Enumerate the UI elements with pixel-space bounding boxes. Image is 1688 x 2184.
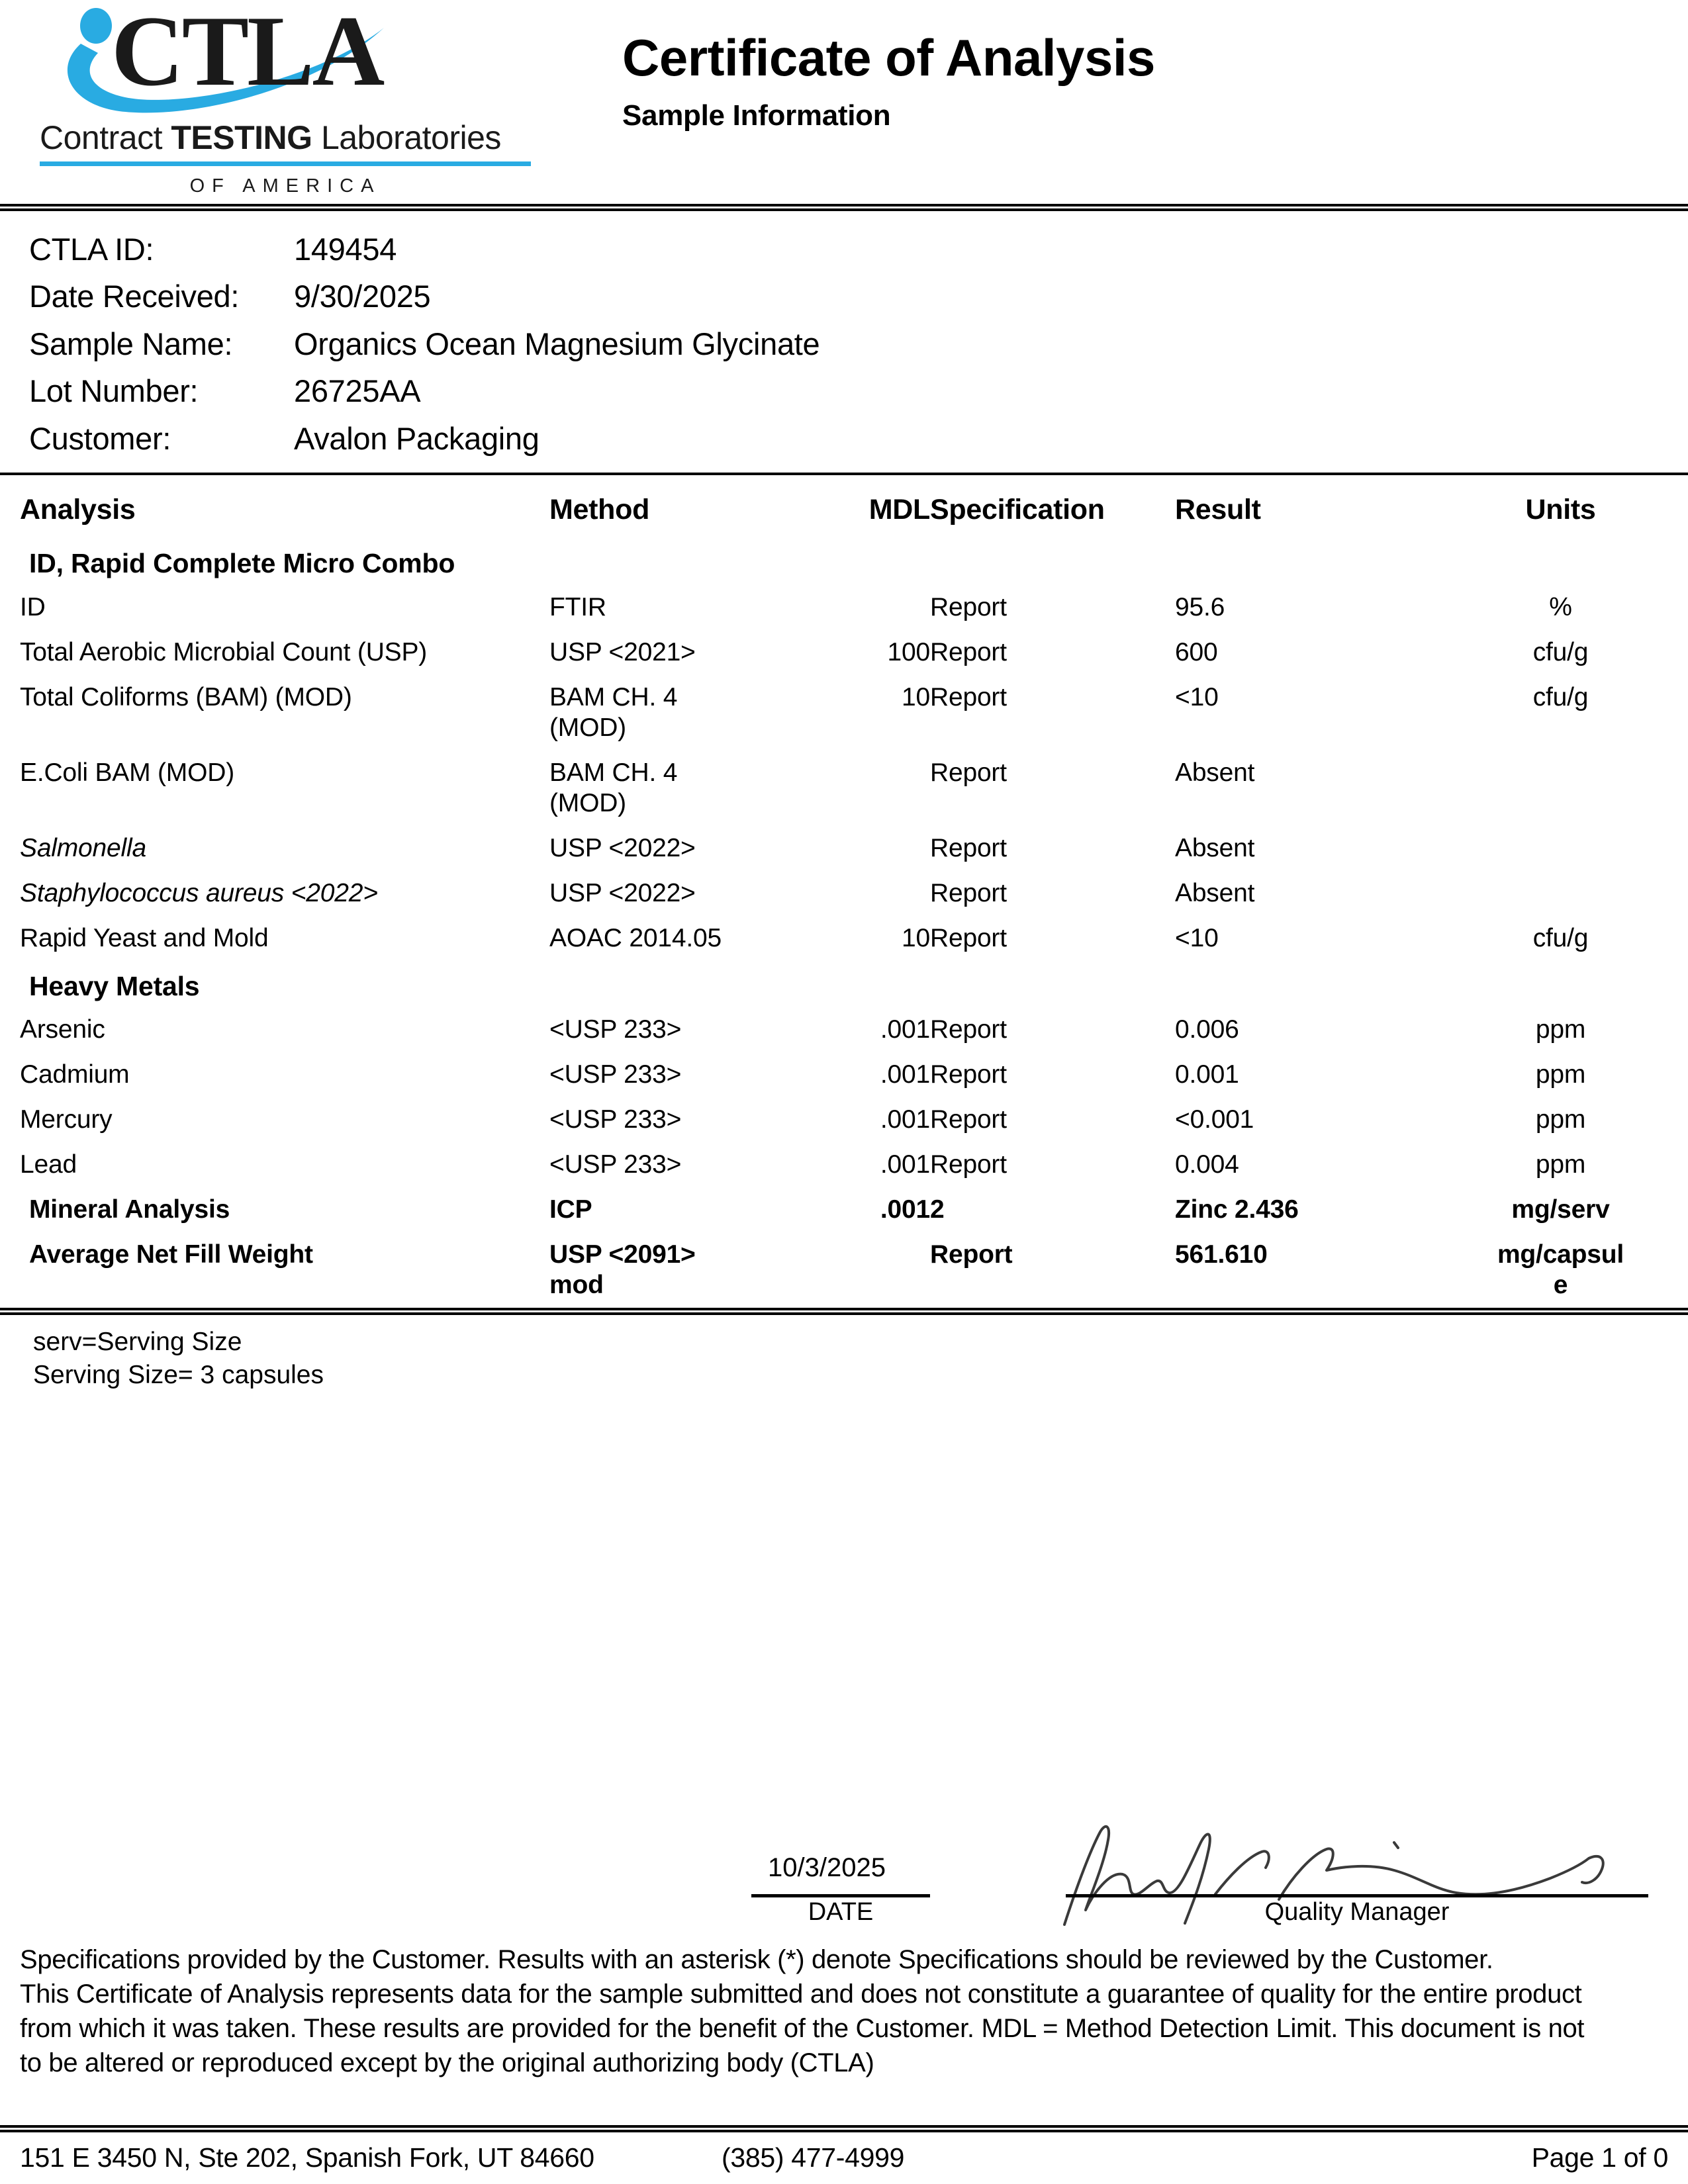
cell-result: 0.001 <box>1175 1060 1239 1089</box>
sample-info-value: Organics Ocean Magnesium Glycinate <box>294 326 820 361</box>
table-row <box>20 1097 1668 1142</box>
cell-mdl <box>794 871 930 916</box>
section-label: Heavy Metals <box>29 970 200 1001</box>
sample-info-label: Sample Name: <box>29 326 233 361</box>
cell-specification: Report <box>930 637 1007 666</box>
cell-mdl <box>794 751 930 826</box>
cell-mdl: .001 <box>880 1060 930 1089</box>
disclaimer-line-4: to be altered or reproduced except by the original authorizing body (CTLA) <box>20 2048 874 2077</box>
footer-page-number: Page 1 of 0 <box>1531 2142 1668 2173</box>
cell-units: ppm <box>1535 1105 1586 1134</box>
column-header-specification: Specification <box>930 494 1105 526</box>
sample-info-row <box>29 273 1668 320</box>
cell-specification: 2 <box>930 1195 945 1224</box>
cell-specification: Report <box>930 1015 1007 1044</box>
table-row <box>20 751 1668 826</box>
footer-address: 151 E 3450 N, Ste 202, Spanish Fork, UT 84660 <box>20 2142 594 2173</box>
cell-units: ppm <box>1535 1060 1586 1089</box>
cell-mdl <box>794 826 930 871</box>
cell-units: mg/serv <box>1511 1195 1610 1224</box>
table-row <box>20 916 1668 961</box>
cell-specification: Report <box>930 682 1007 711</box>
cell-units <box>1453 826 1668 871</box>
cell-units <box>1453 751 1668 826</box>
cell-method: <USP 233> <box>549 1105 682 1134</box>
column-header-analysis: Analysis <box>20 494 136 526</box>
cell-result: 561.610 <box>1175 1240 1268 1269</box>
cell-analysis: Arsenic <box>20 1015 105 1044</box>
sample-info-row <box>29 367 1668 414</box>
cell-analysis: Staphylococcus aureus <2022> <box>20 878 378 907</box>
table-row <box>20 1232 1668 1308</box>
cell-analysis: Lead <box>20 1150 77 1179</box>
cell-specification: Report <box>930 923 1007 952</box>
disclaimer-line-3: from which it was taken. These results are provided for the benefit of the Customer. MDL = Method Detection Limit. This document is not <box>20 2014 1585 2043</box>
cell-specification: Report <box>930 1150 1007 1179</box>
cell-method: FTIR <box>549 592 606 621</box>
cell-specification: Report <box>930 758 1007 787</box>
cell-method: USP <2021> <box>549 637 696 666</box>
tagline-pre: Contract <box>40 119 171 156</box>
title-block <box>543 5 1668 132</box>
table-row <box>20 1142 1668 1187</box>
table-row <box>20 675 1668 751</box>
signature-title-caption: Quality Manager <box>1264 1898 1450 1926</box>
cell-result: 95.6 <box>1175 592 1225 621</box>
cell-analysis: ID <box>20 592 46 621</box>
ctla-logo-mark <box>40 5 503 121</box>
column-header-result: Result <box>1175 494 1261 526</box>
cell-result: <10 <box>1175 682 1219 711</box>
page-footer <box>20 2142 1668 2173</box>
cell-specification: Report <box>930 1105 1007 1134</box>
table-bottom-divider <box>0 1308 1688 1315</box>
cell-result: 0.004 <box>1175 1150 1239 1179</box>
cell-result: Absent <box>1175 758 1255 787</box>
sample-info-value: 26725AA <box>294 373 421 409</box>
cell-result: <10 <box>1175 923 1219 952</box>
cell-result: Absent <box>1175 878 1255 907</box>
cell-mdl: .001 <box>880 1015 930 1044</box>
column-header-units: Units <box>1525 494 1596 526</box>
table-section-row <box>20 961 1668 1007</box>
cell-units: ppm <box>1535 1150 1586 1179</box>
cell-method: <USP 233> <box>549 1150 682 1179</box>
cell-units: cfu/g <box>1532 682 1589 711</box>
sample-info-value: 149454 <box>294 232 397 267</box>
table-row <box>20 630 1668 675</box>
company-country: OF AMERICA <box>189 175 381 197</box>
cell-mdl: 10 <box>902 923 930 952</box>
section-label: ID, Rapid Complete Micro Combo <box>29 548 455 579</box>
disclaimer-line-1: Specifications provided by the Customer. Results with an asterisk (*) denote Specifications should be reviewed by the Customer. <box>20 1945 1493 1974</box>
cell-mdl: 100 <box>887 637 930 666</box>
cell-analysis: Salmonella <box>20 833 146 862</box>
table-row <box>20 871 1668 916</box>
logo-divider <box>40 161 531 166</box>
table-row <box>20 1052 1668 1097</box>
table-row <box>20 585 1668 630</box>
sample-info-row <box>29 226 1668 273</box>
cell-analysis: Average Net Fill Weight <box>29 1240 313 1269</box>
tagline-bold: TESTING <box>171 119 312 156</box>
cell-result: <0.001 <box>1175 1105 1254 1134</box>
table-row <box>20 826 1668 871</box>
sample-info-label: Customer: <box>29 420 171 456</box>
sample-info-value: Avalon Packaging <box>294 420 539 456</box>
cell-method: USP <2091> mod <box>549 1240 696 1300</box>
results-table <box>20 484 1668 1308</box>
sample-info-label: CTLA ID: <box>29 232 154 267</box>
cell-analysis: Total Coliforms (BAM) (MOD) <box>20 682 352 711</box>
cell-method: ICP <box>549 1195 592 1224</box>
cell-analysis: Total Aerobic Microbial Count (USP) <box>20 637 428 666</box>
cell-units: cfu/g <box>1532 637 1589 666</box>
cell-units: cfu/g <box>1532 923 1589 952</box>
sample-info-label: Date Received: <box>29 279 240 314</box>
sample-info-row <box>29 415 1668 462</box>
cell-mdl <box>794 585 930 630</box>
cell-result: Absent <box>1175 833 1255 862</box>
cell-result: 600 <box>1175 637 1218 666</box>
signature-area <box>20 1846 1668 1952</box>
cell-result: Zinc 2.436 <box>1175 1195 1299 1224</box>
cell-analysis: Rapid Yeast and Mold <box>20 923 269 952</box>
table-row <box>20 1007 1668 1052</box>
tagline-post: Laboratories <box>312 119 501 156</box>
sample-info-label: Lot Number: <box>29 373 199 409</box>
cell-mdl <box>794 1232 930 1308</box>
signature-date-caption: DATE <box>808 1898 874 1926</box>
cell-analysis: Mercury <box>20 1105 113 1134</box>
cell-method: USP <2022> <box>549 833 696 862</box>
footer-divider <box>0 2125 1688 2132</box>
cell-method: BAM CH. 4 (MOD) <box>549 758 678 817</box>
table-header-row <box>20 484 1668 538</box>
company-logo <box>20 5 543 197</box>
header-divider <box>0 204 1688 211</box>
svg-text:CTLA: CTLA <box>111 5 383 107</box>
footnote-serv: serv=Serving Size <box>33 1328 242 1357</box>
disclaimer-text <box>20 1942 1668 2080</box>
sample-information <box>20 211 1668 473</box>
table-row <box>20 1187 1668 1232</box>
signature-date-value: 10/3/2025 <box>768 1853 886 1882</box>
cell-units <box>1453 871 1668 916</box>
cell-analysis: Cadmium <box>20 1060 130 1089</box>
cell-units: % <box>1549 592 1572 621</box>
disclaimer-line-2: This Certificate of Analysis represents data for the sample submitted and does not constitute a guarantee of quality for the entire product <box>20 1979 1582 2009</box>
cell-specification: Report <box>930 878 1007 907</box>
cell-method: AOAC 2014.05 <box>549 923 722 952</box>
cell-specification: Report <box>930 1240 1013 1269</box>
cell-method: <USP 233> <box>549 1015 682 1044</box>
sample-info-row <box>29 320 1668 367</box>
page-subtitle: Sample Information <box>622 99 891 132</box>
footnote-serving-size: Serving Size= 3 capsules <box>33 1361 324 1390</box>
sample-info-divider <box>0 473 1688 475</box>
cell-method: <USP 233> <box>549 1060 682 1089</box>
cell-units: mg/capsul e <box>1497 1240 1624 1300</box>
document-header <box>20 0 1668 204</box>
cell-result: 0.006 <box>1175 1015 1239 1044</box>
cell-method: BAM CH. 4 (MOD) <box>549 682 678 742</box>
company-tagline <box>40 118 543 157</box>
cell-analysis: Mineral Analysis <box>29 1195 230 1224</box>
cell-specification: Report <box>930 833 1007 862</box>
cell-specification: Report <box>930 1060 1007 1089</box>
cell-analysis: E.Coli BAM (MOD) <box>20 758 234 787</box>
cell-mdl: .001 <box>880 1150 930 1179</box>
cell-method: USP <2022> <box>549 878 696 907</box>
page-title: Certificate of Analysis <box>622 28 1155 87</box>
footer-phone: (385) 477-4999 <box>722 2142 905 2173</box>
column-header-method: Method <box>549 494 650 526</box>
cell-mdl: 10 <box>902 682 930 711</box>
cell-specification: Report <box>930 592 1007 621</box>
column-header-mdl: MDL <box>868 494 930 526</box>
sample-info-value: 9/30/2025 <box>294 279 431 314</box>
cell-units: ppm <box>1535 1015 1586 1044</box>
cell-mdl: .001 <box>880 1105 930 1134</box>
table-footnotes <box>20 1315 1668 1392</box>
signature-date-rule <box>751 1894 930 1897</box>
table-section-row <box>20 538 1668 584</box>
cell-mdl: .001 <box>880 1195 930 1224</box>
signature-rule <box>1066 1894 1648 1897</box>
